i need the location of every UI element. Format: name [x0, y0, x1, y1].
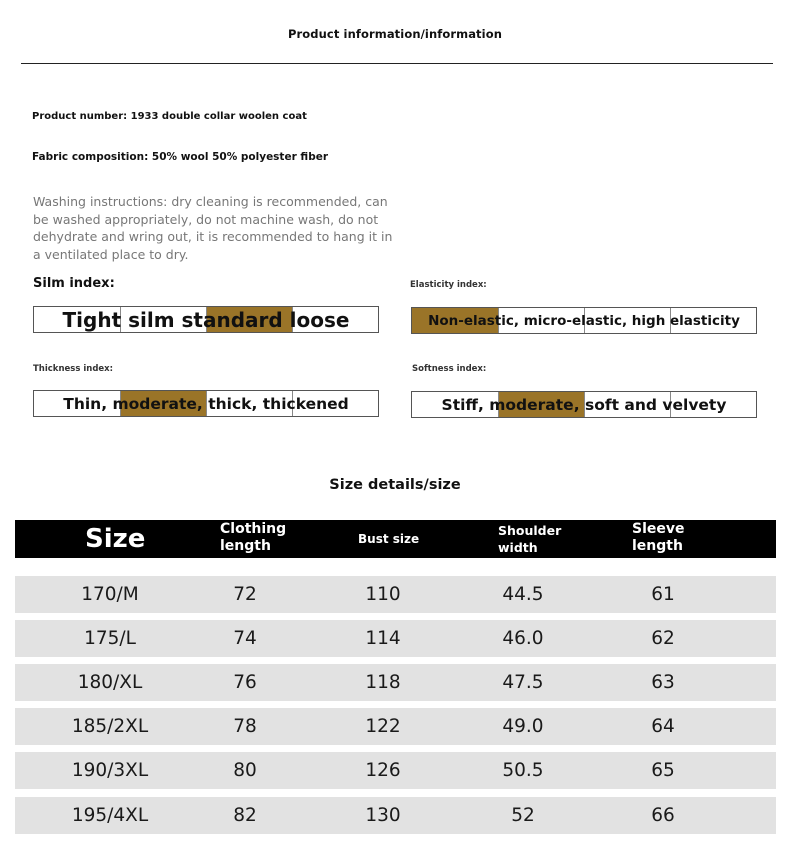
cell-bust-size: 118: [365, 672, 401, 693]
thickness-index-scale: [33, 390, 379, 417]
cell-clothing-length: 82: [233, 805, 257, 826]
cell-shoulder-width: 46.0: [502, 628, 544, 649]
cell-bust-size: 122: [365, 716, 401, 737]
cell-bust-size: 126: [365, 760, 401, 781]
table-row: [15, 620, 776, 657]
size-table-header: [15, 520, 776, 558]
cell-shoulder-width: 52: [511, 805, 535, 826]
page-title: Product information/information: [288, 27, 502, 41]
table-row: [15, 576, 776, 613]
cell-size: 170/M: [81, 584, 139, 605]
cell-size: 180/XL: [77, 672, 143, 693]
header-sleeve-length: Sleeve length: [632, 521, 685, 554]
cell-shoulder-width: 50.5: [502, 760, 544, 781]
table-row: [15, 708, 776, 745]
cell-clothing-length: 80: [233, 760, 257, 781]
cell-clothing-length: 76: [233, 672, 257, 693]
cell-size: 190/3XL: [71, 760, 149, 781]
slim-index-scale: [33, 306, 379, 333]
cell-size: 195/4XL: [71, 805, 149, 826]
size-details-title: Size details/size: [329, 477, 461, 493]
thickness-index-label: Thickness index:: [33, 364, 114, 374]
cell-bust-size: 130: [365, 805, 401, 826]
cell-size: 185/2XL: [71, 716, 149, 737]
product-number: Product number: 1933 double collar woolen coat: [32, 111, 307, 122]
header-divider: [21, 63, 773, 64]
softness-index-label: Softness index:: [412, 364, 487, 374]
table-row: [15, 752, 776, 789]
cell-sleeve-length: 64: [651, 716, 675, 737]
cell-size: 175/L: [84, 628, 136, 649]
cell-bust-size: 114: [365, 628, 401, 649]
table-row: [15, 664, 776, 701]
cell-sleeve-length: 63: [651, 672, 675, 693]
cell-sleeve-length: 61: [651, 584, 675, 605]
cell-shoulder-width: 44.5: [502, 584, 544, 605]
cell-sleeve-length: 66: [651, 805, 675, 826]
cell-clothing-length: 74: [233, 628, 257, 649]
slim-index-text: Tight silm standard loose: [62, 307, 350, 332]
cell-shoulder-width: 47.5: [502, 672, 544, 693]
washing-instructions: Washing instructions: dry cleaning is recommended, can be washed appropriately, do not machine wash, do not dehydrate and wring out, it is recommended to hang it in a ventilated place to dry.: [33, 194, 393, 263]
cell-sleeve-length: 62: [651, 628, 675, 649]
cell-clothing-length: 78: [233, 716, 257, 737]
elasticity-index-scale: [411, 307, 757, 334]
slim-index-label: Silm index:: [33, 276, 115, 291]
softness-index-text: Stiff, moderate, soft and velvety: [441, 395, 727, 414]
cell-bust-size: 110: [365, 584, 401, 605]
table-row: [15, 797, 776, 834]
thickness-index-text: Thin, moderate, thick, thickened: [63, 394, 349, 413]
cell-shoulder-width: 49.0: [502, 716, 544, 737]
elasticity-index-text: Non-elastic, micro-elastic, high elasticity: [428, 312, 740, 329]
cell-clothing-length: 72: [233, 584, 257, 605]
header-clothing-length: Clothing length: [220, 521, 287, 554]
cell-sleeve-length: 65: [651, 760, 675, 781]
header-bust-size: Bust size: [358, 532, 420, 546]
softness-index-scale: [411, 391, 757, 418]
header-shoulder-width: Shoulder width: [498, 523, 562, 555]
elasticity-index-label: Elasticity index:: [410, 280, 487, 290]
header-size: Size: [85, 524, 146, 554]
fabric-composition: Fabric composition: 50% wool 50% polyester fiber: [32, 151, 329, 163]
